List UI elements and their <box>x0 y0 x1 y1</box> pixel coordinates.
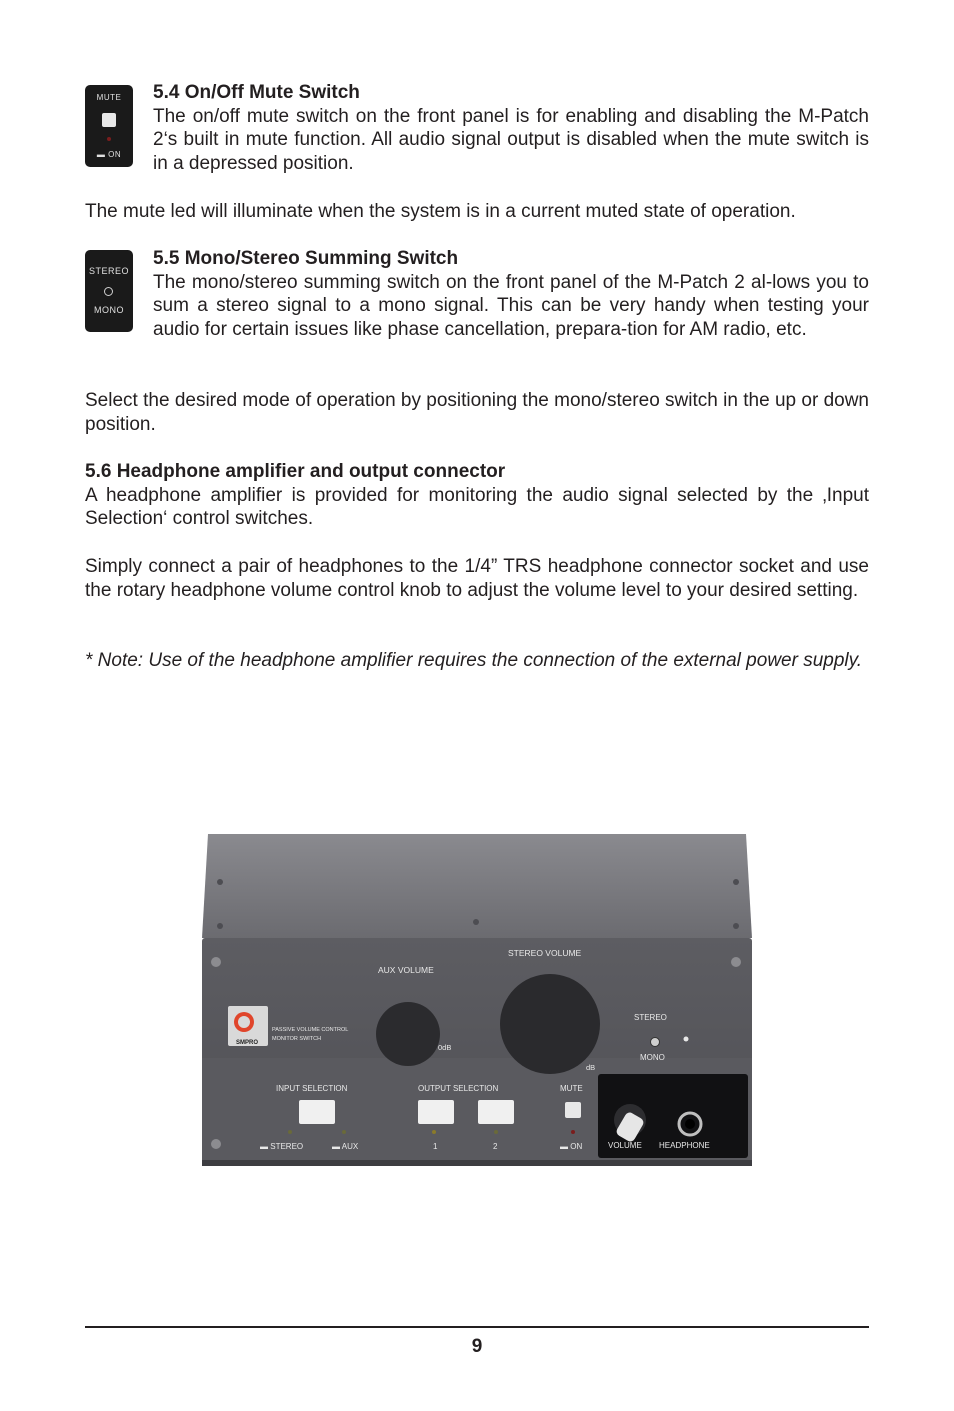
section-5-6-body2: Simply connect a pair of headphones to the 1/4” TRS headphone connector socket and use the rotary headphone volume control knob to adjust the volume level to your desired setting. <box>85 556 869 601</box>
section-5-4-body: The on/off mute switch on the front panel is for enabling and disabling the M-Patch 2‘s built in mute function. All audio signal output is disabled when the mute switch is in a depressed position. <box>153 105 869 174</box>
stereo-db-label: dB <box>586 1063 596 1072</box>
mono-stereo-switch-icon <box>85 250 133 332</box>
aux-volume-label: AUX VOLUME <box>378 965 434 975</box>
input-selection-label: INPUT SELECTION <box>276 1084 348 1093</box>
section-5-5-note: Select the desired mode of operation by positioning the mono/stereo switch in the up or down position. <box>85 390 869 435</box>
toggle-switch-graphic <box>104 287 113 296</box>
section-5-5-text <box>153 247 869 341</box>
mono-icon-label: MONO <box>94 305 124 315</box>
aux-input-label: ▬ AUX <box>332 1142 359 1151</box>
section-5-5-body: The mono/stereo summing switch on the front panel of the M-Patch 2 al-lows you to sum a stereo signal to a mono signal. This can be very handy when testing your audio for certain issues like phase cancellation, prepara-tion for AM radio, etc. <box>153 271 869 340</box>
section-5-6-text <box>85 460 869 531</box>
volume-label: VOLUME <box>608 1141 642 1150</box>
section-5-4-note: The mute led will illuminate when the system is in a current muted state of operation. <box>85 201 796 222</box>
stereo-input-label: ▬ STEREO <box>260 1142 304 1151</box>
section-5-5-heading: 5.5 Mono/Stereo Summing Switch <box>153 248 459 269</box>
stereo-switch-label: STEREO <box>634 1013 667 1022</box>
stereo-icon-label: STEREO <box>88 266 129 276</box>
section-5-6-heading: 5.6 Headphone amplifier and output connector <box>85 461 506 482</box>
stereo-volume-knob <box>500 974 600 1074</box>
brand-line-2: MONITOR SWITCH <box>272 1036 322 1042</box>
mute-icon-label: MUTE <box>96 93 122 102</box>
section-5-6-body: A headphone amplifier is provided for monitoring the audio signal selected by the ‚Input Selection‘ control switches. <box>85 484 869 530</box>
section-5-4-text <box>153 81 869 175</box>
mute-label: MUTE <box>560 1084 583 1093</box>
m-patch-2-front-panel-photo <box>200 834 754 1176</box>
stereo-volume-label: STEREO VOLUME <box>508 948 582 958</box>
section-5-6-note: * Note: Use of the headphone amplifier requires the connection of the external power supply. <box>85 650 863 671</box>
footer-rule <box>85 1326 869 1328</box>
mute-on-label: ▬ ON <box>560 1142 583 1151</box>
output-selection-label: OUTPUT SELECTION <box>418 1084 499 1093</box>
page-number: 9 <box>471 1336 483 1357</box>
mute-button-graphic <box>102 113 116 127</box>
mute-switch-icon <box>85 85 133 167</box>
logo-text: SMPRO <box>236 1040 259 1046</box>
aux-0db-label: 0dB <box>438 1043 452 1052</box>
aux-volume-knob <box>376 1002 440 1066</box>
headphone-label: HEADPHONE <box>659 1141 710 1150</box>
brand-line-1: PASSIVE VOLUME CONTROL <box>272 1027 349 1033</box>
section-5-4-heading: 5.4 On/Off Mute Switch <box>153 82 360 103</box>
output-2-label: 2 <box>493 1142 498 1151</box>
mute-led-graphic <box>107 137 111 141</box>
mono-switch-label: MONO <box>640 1053 665 1062</box>
mute-icon-on-label: ▬ ON <box>96 150 122 159</box>
output-1-label: 1 <box>433 1142 438 1151</box>
